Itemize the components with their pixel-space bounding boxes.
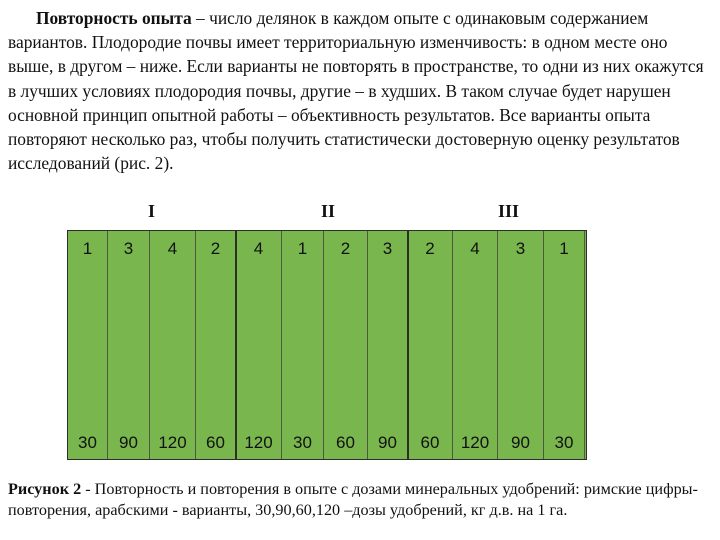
plot bbox=[196, 231, 236, 459]
figure-caption bbox=[8, 479, 714, 520]
plot bbox=[150, 231, 196, 459]
repetition-label-1: I bbox=[148, 201, 156, 221]
term-heading: Повторность опыта bbox=[36, 8, 192, 28]
dose-value: 30 bbox=[293, 433, 312, 452]
repetition-label-2: II bbox=[321, 201, 336, 221]
variant-number: 1 bbox=[559, 239, 569, 258]
caption-text: - Повторность и повторения в опыте с дозами минеральных удобрений: римские цифры-повторения, арабскими - варианты, 30,90,60,120 –дозы удобрений, кг д.в. на 1 га. bbox=[8, 480, 698, 519]
paragraph-text: – число делянок в каждом опыте с одинаковым содержанием вариантов. Плодородие почвы имеет территориальную изменчивость: в одном месте оно выше, в другом – ниже. Если варианты не повторять в пространстве, то одни из них окажутся в лучших условиях плодородия почвы, другие – в худших. В таком случае будет нарушен основной принцип опытной работы – объективность результатов. Все варианты опыта повторяют несколько раз, чтобы получить статистически достоверную оценку результатов исследований (рис. 2). bbox=[8, 8, 704, 174]
variant-number: 2 bbox=[425, 239, 435, 258]
field-diagram bbox=[67, 230, 587, 460]
repetition-label-3: III bbox=[498, 201, 520, 221]
body-paragraph bbox=[8, 6, 712, 175]
variant-number: 3 bbox=[123, 239, 134, 258]
plot bbox=[108, 231, 150, 459]
dose-value: 60 bbox=[336, 433, 355, 452]
caption-title: Рисунок 2 bbox=[8, 480, 82, 498]
plot bbox=[408, 231, 453, 459]
plot bbox=[68, 231, 108, 459]
variant-number: 3 bbox=[515, 239, 526, 258]
plot bbox=[453, 231, 498, 459]
variant-number: 2 bbox=[210, 239, 221, 258]
dose-value: 60 bbox=[206, 433, 225, 452]
plot bbox=[236, 231, 282, 459]
plot bbox=[368, 231, 408, 459]
dose-value: 30 bbox=[78, 433, 97, 452]
variant-number: 2 bbox=[340, 239, 351, 258]
plot bbox=[324, 231, 368, 459]
variant-number: 3 bbox=[382, 239, 393, 258]
plot bbox=[498, 231, 544, 459]
dose-value: 90 bbox=[119, 433, 138, 452]
repetition-divider bbox=[407, 231, 409, 459]
dose-value: 30 bbox=[554, 433, 574, 452]
variant-number: 1 bbox=[297, 239, 308, 258]
dose-value: 90 bbox=[511, 433, 530, 452]
variant-number: 4 bbox=[470, 239, 480, 258]
dose-value: 90 bbox=[378, 433, 397, 452]
dose-value: 120 bbox=[244, 433, 273, 452]
dose-value: 120 bbox=[460, 433, 490, 452]
variant-number: 4 bbox=[253, 239, 264, 258]
variant-number: 4 bbox=[167, 239, 178, 258]
dose-value: 60 bbox=[420, 433, 440, 452]
dose-value: 120 bbox=[158, 433, 187, 452]
variant-number: 1 bbox=[82, 239, 93, 258]
repetition-divider bbox=[235, 231, 237, 459]
plot bbox=[544, 231, 585, 459]
plot bbox=[282, 231, 324, 459]
